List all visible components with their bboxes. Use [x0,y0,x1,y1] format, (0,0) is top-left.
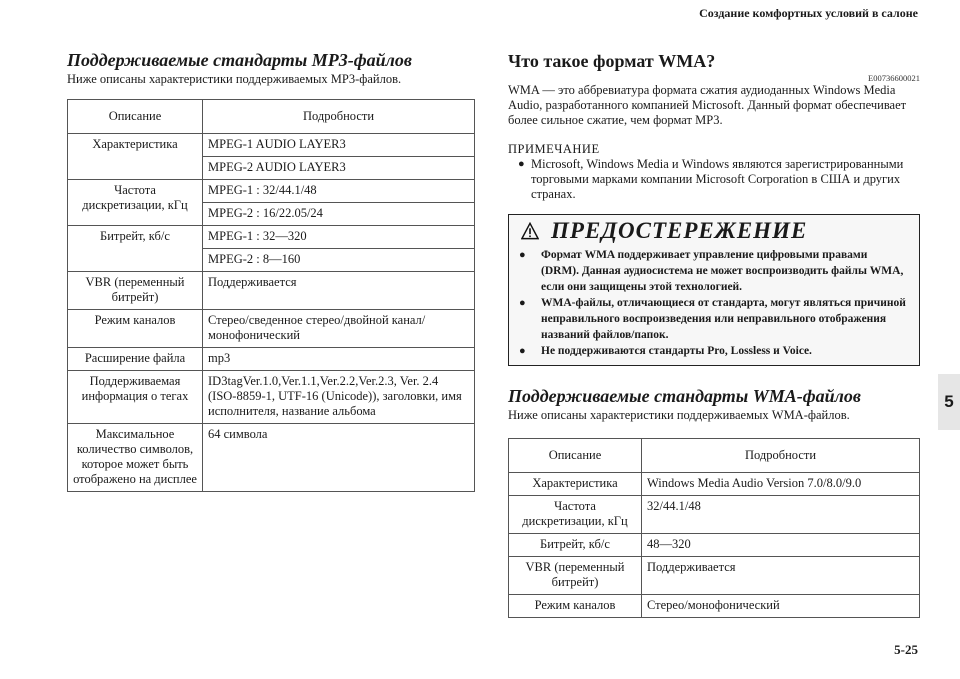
list-item [519,295,907,343]
row-label: Характеристика [68,134,203,180]
caution-text: WMA-файлы, отличающиеся от стандарта, могут являться причиной неправильного воспроизведения или неправильного отображения названий файлов/папок. [541,297,906,341]
column-header: Подробности [642,439,920,473]
caution-text: Не поддерживаются стандарты Pro, Lossless и Voice. [541,345,812,357]
wma-section-title: Поддерживаемые стандарты WMA-файлов [508,386,861,406]
column-header: Подробности [203,100,475,134]
row-value: MPEG-1 : 32/44.1/48 [203,180,475,203]
bullet-dot-icon: ● [519,297,526,309]
table-row [68,371,475,424]
table-row [68,180,475,203]
table-header-row [68,100,475,134]
row-label: Режим каналов [509,595,642,618]
column-header: Описание [68,100,203,134]
note-heading: ПРИМЕЧАНИЕ [508,142,600,156]
mp3-intro: Ниже описаны характеристики поддерживаемых MP3-файлов. [67,72,402,86]
row-label: Частота дискретизации, кГц [68,180,203,226]
row-label: VBR (переменный битрейт) [509,557,642,595]
bullet-dot-icon: ● [519,345,526,357]
row-value: Стерео/сведенное стерео/двойной канал/монофонический [203,310,475,348]
caution-list [519,247,907,359]
row-value: Стерео/монофонический [642,595,920,618]
table-row [509,557,920,595]
table-row [68,226,475,249]
row-value: Windows Media Audio Version 7.0/8.0/9.0 [642,473,920,496]
note-text: Microsoft, Windows Media и Windows являются зарегистрированными торговыми марками компании Microsoft Corporation в США и других странах. [531,157,904,201]
row-value: ID3tagVer.1.0,Ver.1.1,Ver.2.2,Ver.2.3, Ver. 2.4 (ISO-8859-1, UTF-16 (Unicode)), заголовки, имя исполнителя, название альбома [203,371,475,424]
row-value: Поддерживается [642,557,920,595]
caution-title: ПРЕДОСТЕРЕЖЕНИЕ [551,218,808,243]
table-row [509,496,920,534]
left-column [67,50,475,492]
row-value: MPEG-2 : 16/22.05/24 [203,203,475,226]
row-value: Поддерживается [203,272,475,310]
row-label: Расширение файла [68,348,203,371]
table-row [68,272,475,310]
list-item [508,157,920,202]
row-value: 64 символа [203,424,475,492]
bullet-dot-icon: ● [518,158,525,170]
wma-intro: Ниже описаны характеристики поддерживаемых WMA-файлов. [508,408,850,422]
document-code: E00736600021 [868,73,920,83]
wma-info-title: Что такое формат WMA? [508,51,716,71]
caution-header [519,215,907,247]
table-row [68,424,475,492]
wma-spec-table [508,438,920,618]
list-item [519,247,907,295]
row-label: Характеристика [509,473,642,496]
row-value: 32/44.1/48 [642,496,920,534]
row-value: MPEG-1 AUDIO LAYER3 [203,134,475,157]
note-list [508,157,920,202]
row-value: MPEG-2 AUDIO LAYER3 [203,157,475,180]
warning-triangle-icon [521,222,539,240]
row-value: 48—320 [642,534,920,557]
table-row [509,595,920,618]
row-label: Режим каналов [68,310,203,348]
caution-text: Формат WMA поддерживает управление цифровыми правами (DRM). Данная аудиосистема не может воспроизводить файлы WMA, если они защищены этой технологией. [541,249,904,293]
column-header: Описание [509,439,642,473]
row-label: Частота дискретизации, кГц [509,496,642,534]
table-row [509,473,920,496]
list-item [519,343,907,359]
mp3-section-title: Поддерживаемые стандарты MP3-файлов [67,50,412,70]
row-label: Битрейт, кб/с [509,534,642,557]
row-value: MPEG-1 : 32—320 [203,226,475,249]
wma-description: WMA — это аббревиатура формата сжатия аудиоданных Windows Media Audio, разработанного компанией Microsoft. Данный формат обеспечивает более сильное сжатие, чем формат MP3. [508,83,907,127]
mp3-spec-table [67,99,475,492]
row-value: mp3 [203,348,475,371]
row-value: MPEG-2 : 8—160 [203,249,475,272]
table-row [509,534,920,557]
table-header-row [509,439,920,473]
table-row [68,310,475,348]
table-row [68,134,475,157]
row-label: Битрейт, кб/с [68,226,203,272]
table-row [68,348,475,371]
row-label: Поддерживаемая информация о тегах [68,371,203,424]
chapter-tab: 5 [938,374,960,430]
bullet-dot-icon: ● [519,249,526,261]
right-column [508,50,920,618]
page-number: 5-25 [894,642,918,657]
caution-box [508,214,920,366]
row-label: VBR (переменный битрейт) [68,272,203,310]
running-head: Создание комфортных условий в салоне [699,6,918,20]
row-label: Максимальное количество символов, которое может быть отображено на дисплее [68,424,203,492]
